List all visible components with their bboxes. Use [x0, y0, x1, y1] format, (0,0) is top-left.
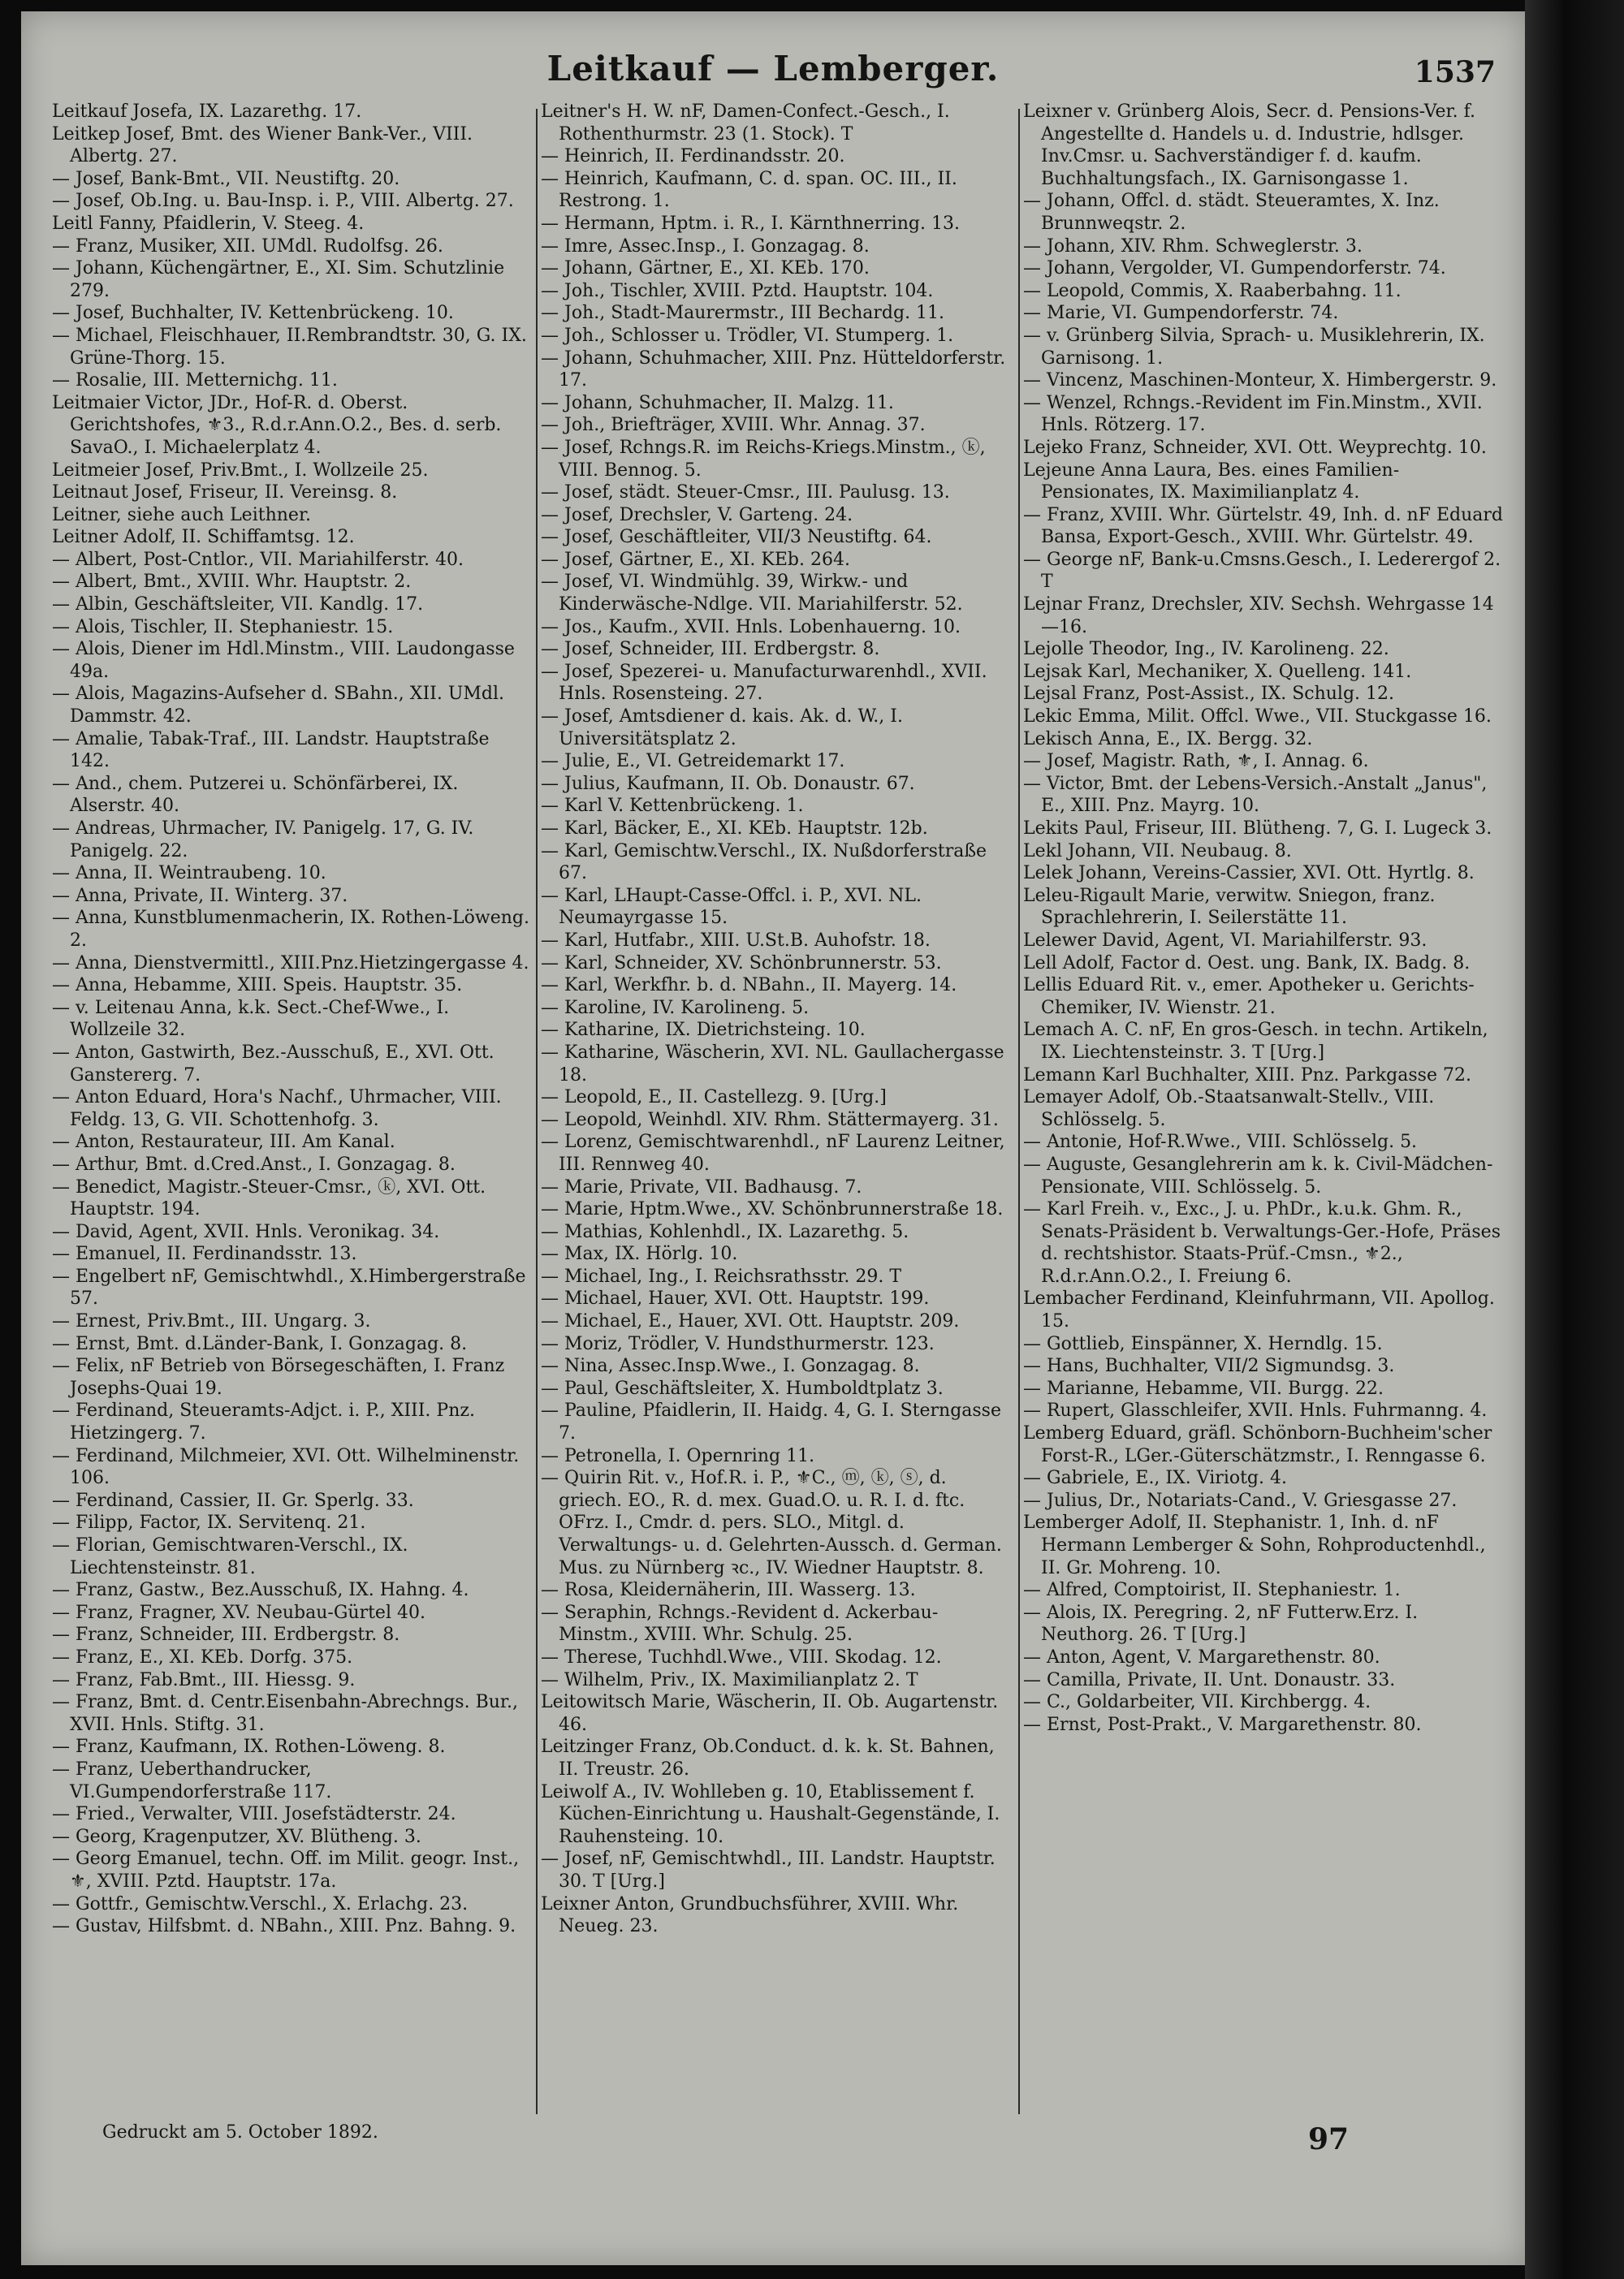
directory-entry: Leitmeier Josef, Priv.Bmt., I. Wollzeile 25. — [52, 460, 429, 481]
signature-number: 97 — [1308, 2122, 1350, 2156]
directory-entry: — Johann, Schuhmacher, II. Malzg. 11. — [541, 392, 894, 413]
directory-entry: — Ferdinand, Milchmeier, XVI. Ott. Wilhelminenstr. 106. — [52, 1445, 520, 1489]
directory-entry: — Benedict, Magistr.-Steuer-Cmsr., ⓚ, XVI. Ott. Hauptstr. 194. — [52, 1176, 486, 1220]
directory-columns — [52, 101, 1505, 2114]
directory-entry: Leitl Fanny, Pfaidlerin, V. Steeg. 4. — [52, 213, 365, 234]
column-3 — [1023, 101, 1505, 2114]
directory-entry: — Max, IX. Hörlg. 10. — [541, 1244, 738, 1265]
directory-entry: — Julie, E., VI. Getreidemarkt 17. — [541, 751, 845, 772]
directory-entry: Lekic Emma, Milit. Offcl. Wwe., VII. Stuckgasse 16. — [1023, 706, 1492, 727]
directory-entry: — Albin, Geschäftsleiter, VII. Kandlg. 17. — [52, 594, 424, 615]
directory-entry: — Franz, Gastw., Bez.Ausschuß, IX. Hahng. 4. — [52, 1580, 469, 1601]
directory-entry: — Paul, Geschäftsleiter, X. Humboldtplatz 3. — [541, 1378, 944, 1399]
directory-entry: — George nF, Bank-u.Cmsns.Gesch., I. Lederergof 2. T — [1023, 549, 1501, 593]
directory-entry: — Ferdinand, Steueramts-Adjct. i. P., XIII. Pnz. Hietzingerg. 7. — [52, 1401, 475, 1444]
directory-entry: — Josef, Ob.Ing. u. Bau-Insp. i. P., VIII. Albertg. 27. — [52, 191, 514, 212]
directory-entry: — Josef, Geschäftleiter, VII/3 Neustiftg. 64. — [541, 527, 932, 548]
directory-entry: — Alois, IX. Peregring. 2, nF Futterw.Erz. I. Neuthorg. 26. T [Urg.] — [1023, 1602, 1419, 1646]
directory-entry: — Michael, Fleischhauer, II.Rembrandtstr. 30, G. IX. Grüne-Thorg. 15. — [52, 325, 527, 369]
directory-entry: Leitner Adolf, II. Schiffamtsg. 12. — [52, 527, 355, 548]
directory-entry: Lejeko Franz, Schneider, XVI. Ott. Weyprechtg. 10. — [1023, 437, 1487, 458]
directory-entry: — Gottlieb, Einspänner, X. Herndlg. 15. — [1023, 1333, 1383, 1354]
directory-entry: — Hans, Buchhalter, VII/2 Sigmundsg. 3. — [1023, 1356, 1395, 1377]
directory-entry: — Josef, Schneider, III. Erdbergstr. 8. — [541, 639, 880, 660]
directory-entry: — Johann, Vergolder, VI. Gumpendorferstr. 74. — [1023, 258, 1446, 279]
directory-entry: Lelek Johann, Vereins-Cassier, XVI. Ott. Hyrtlg. 8. — [1023, 863, 1475, 884]
directory-entry: — Franz, Kaufmann, IX. Rothen-Löweng. 8. — [52, 1737, 446, 1758]
directory-entry: — Georg, Kragenputzer, XV. Blütheng. 3. — [52, 1826, 421, 1847]
directory-entry: — Marianne, Hebamme, VII. Burgg. 22. — [1023, 1378, 1384, 1399]
directory-entry: — Katharine, Wäscherin, XVI. NL. Gaullachergasse 18. — [541, 1042, 1004, 1086]
directory-entry: — Karoline, IV. Karolineng. 5. — [541, 997, 810, 1018]
directory-entry: — Emanuel, II. Ferdinandsstr. 13. — [52, 1244, 357, 1265]
directory-entry: — And., chem. Putzerei u. Schönfärberei, IX. Alserstr. 40. — [52, 773, 459, 817]
directory-entry: Leitner, siehe auch Leithner. — [52, 504, 312, 525]
directory-entry: — Karl, Bäcker, E., XI. KEb. Hauptstr. 12b. — [541, 818, 928, 839]
directory-entry: — Franz, Schneider, III. Erdbergstr. 8. — [52, 1625, 400, 1646]
directory-entry: — Franz, Fragner, XV. Neubau-Gürtel 40. — [52, 1602, 425, 1623]
directory-entry: — Johann, Gärtner, E., XI. KEb. 170. — [541, 258, 870, 279]
directory-entry: — Camilla, Private, II. Unt. Donaustr. 33. — [1023, 1669, 1396, 1690]
directory-entry: Leitowitsch Marie, Wäscherin, II. Ob. Augartenstr. 46. — [541, 1692, 999, 1735]
directory-entry: — Anna, Hebamme, XIII. Speis. Hauptstr. 35. — [52, 975, 463, 996]
directory-entry: — Josef, Buchhalter, IV. Kettenbrückeng. 10. — [52, 303, 454, 324]
page-title: Leitkauf — Lemberger. — [546, 49, 1000, 88]
column-1 — [52, 101, 531, 2114]
directory-entry: Leitkep Josef, Bmt. des Wiener Bank-Ver., VIII. Albertg. 27. — [52, 123, 473, 167]
directory-entry: — Andreas, Uhrmacher, IV. Panigelg. 17, G. IV. Panigelg. 22. — [52, 818, 474, 861]
directory-entry: — Karl, Werkfhr. b. d. NBahn., II. Mayerg. 14. — [541, 975, 957, 996]
directory-entry: — Marie, VI. Gumpendorferstr. 74. — [1023, 303, 1339, 324]
directory-entry: — Filipp, Factor, IX. Servitenq. 21. — [52, 1513, 366, 1534]
directory-entry: — Ernst, Post-Prakt., V. Margarethenstr. 80. — [1023, 1714, 1422, 1735]
directory-entry: — Anton, Agent, V. Margarethenstr. 80. — [1023, 1647, 1380, 1668]
directory-entry: — Ferdinand, Cassier, II. Gr. Sperlg. 33. — [52, 1490, 414, 1511]
directory-entry: — Julius, Kaufmann, II. Ob. Donaustr. 67. — [541, 773, 915, 794]
directory-entry: — Rosalie, III. Metternichg. 11. — [52, 370, 338, 391]
directory-entry: — Anna, Kunstblumenmacherin, IX. Rothen-Löweng. 2. — [52, 908, 530, 951]
directory-entry: — Katharine, IX. Dietrichsteing. 10. — [541, 1020, 866, 1041]
directory-entry: — Therese, Tuchhdl.Wwe., VIII. Skodag. 12. — [541, 1647, 942, 1668]
directory-entry: — Antonie, Hof-R.Wwe., VIII. Schlösselg. 5. — [1023, 1132, 1418, 1153]
column-divider — [536, 109, 538, 2114]
directory-entry: — Josef, Gärtner, E., XI. KEb. 264. — [541, 549, 850, 570]
directory-entry: — Karl, Gemischtw.Verschl., IX. Nußdorferstraße 67. — [541, 840, 987, 884]
directory-entry: — Josef, Magistr. Rath, ⚜, I. Annag. 6. — [1023, 751, 1369, 772]
directory-entry: — Josef, Spezerei- u. Manufacturwarenhdl., XVII. Hnls. Rosensteing. 27. — [541, 661, 987, 705]
directory-entry: — Julius, Dr., Notariats-Cand., V. Griesgasse 27. — [1023, 1490, 1458, 1511]
directory-entry: — Ernst, Bmt. d.Länder-Bank, I. Gonzagag. 8. — [52, 1333, 468, 1354]
directory-entry: Lemach A. C. nF, En gros-Gesch. in techn. Artikeln, IX. Liechtensteinstr. 3. T [Urg.] — [1023, 1020, 1488, 1063]
directory-entry: — Michael, E., Hauer, XVI. Ott. Hauptstr. 209. — [541, 1311, 960, 1332]
directory-entry: — Arthur, Bmt. d.Cred.Anst., I. Gonzagag. 8. — [52, 1154, 456, 1175]
directory-entry: — Anna, Dienstvermittl., XIII.Pnz.Hietzingergasse 4. — [52, 952, 529, 973]
directory-entry: — Johann, Offcl. d. städt. Steueramtes, X. Inz. Brunnweqstr. 2. — [1023, 191, 1440, 234]
directory-entry: — Gustav, Hilfsbmt. d. NBahn., XIII. Pnz. Bahng. 9. — [52, 1916, 516, 1937]
directory-entry: — Josef, Drechsler, V. Garteng. 24. — [541, 504, 853, 525]
directory-entry: — Josef, städt. Steuer-Cmsr., III. Paulusg. 13. — [541, 482, 950, 503]
directory-entry: — Josef, VI. Windmühlg. 39, Wirkw.- und Kinderwäsche-Ndlge. VII. Mariahilferstr. 52. — [541, 572, 963, 615]
scan-edge — [1525, 0, 1624, 2279]
directory-entry: Lemann Karl Buchhalter, XIII. Pnz. Parkgasse 72. — [1023, 1064, 1471, 1086]
directory-entry: Leitnaut Josef, Friseur, II. Vereinsg. 8. — [52, 482, 398, 503]
directory-entry: — Johann, Küchengärtner, E., XI. Sim. Schutzlinie 279. — [52, 258, 505, 301]
directory-entry: — Victor, Bmt. der Lebens-Versich.-Anstalt „Janus", E., XIII. Pnz. Mayrg. 10. — [1023, 773, 1488, 817]
directory-entry: — Marie, Hptm.Wwe., XV. Schönbrunnerstraße 18. — [541, 1199, 1004, 1220]
directory-entry: — Florian, Gemischtwaren-Verschl., IX. Liechtensteinstr. 81. — [52, 1535, 408, 1578]
directory-entry: — Franz, Ueberthandrucker, VI.Gumpendorferstraße 117. — [52, 1759, 332, 1802]
directory-entry: — Franz, XVIII. Whr. Gürtelstr. 49, Inh. d. nF Eduard Bansa, Export-Gesch., XVIII. Whr. Gürtelstr. 49. — [1023, 504, 1504, 548]
directory-entry: — Karl, Hutfabr., XIII. U.St.B. Auhofstr. 18. — [541, 930, 931, 951]
directory-entry: — Rupert, Glasschleifer, XVII. Hnls. Fuhrmanng. 4. — [1023, 1401, 1488, 1422]
directory-entry: Lellis Eduard Rit. v., emer. Apotheker u. Gerichts-Chemiker, IV. Wienstr. 21. — [1023, 975, 1475, 1018]
directory-entry: — Georg Emanuel, techn. Off. im Milit. geogr. Inst., ⚜, XVIII. Pztd. Hauptstr. 17a. — [52, 1849, 520, 1892]
directory-entry: — Leopold, Commis, X. Raaberbahng. 11. — [1023, 280, 1402, 301]
directory-entry: — Albert, Bmt., XVIII. Whr. Hauptstr. 2. — [52, 572, 412, 593]
directory-entry: — Michael, Ing., I. Reichsrathsstr. 29. T — [541, 1266, 902, 1287]
column-2 — [541, 101, 1013, 2114]
directory-entry: Lejsal Franz, Post-Assist., IX. Schulg. 12. — [1023, 684, 1395, 705]
directory-entry: — Franz, Bmt. d. Centr.Eisenbahn-Abrechngs. Bur., XVII. Hnls. Stiftg. 31. — [52, 1692, 519, 1735]
directory-entry: — Gabriele, E., IX. Viriotg. 4. — [1023, 1468, 1287, 1489]
directory-entry: — Anna, Private, II. Winterg. 37. — [52, 885, 348, 906]
directory-entry: — Franz, E., XI. KEb. Dorfg. 375. — [52, 1647, 353, 1668]
directory-entry: — Karl V. Kettenbrückeng. 1. — [541, 796, 804, 817]
directory-entry: — Josef, Amtsdiener d. kais. Ak. d. W., I. Universitätsplatz 2. — [541, 706, 903, 749]
directory-entry: — Josef, nF, Gemischtwhdl., III. Landstr. Hauptstr. 30. T [Urg.] — [541, 1849, 996, 1892]
directory-entry: — Gottfr., Gemischtw.Verschl., X. Erlachg. 23. — [52, 1893, 469, 1914]
directory-entry: — Michael, Hauer, XVI. Ott. Hauptstr. 199. — [541, 1288, 930, 1310]
directory-entry: — Anna, II. Weintraubeng. 10. — [52, 863, 326, 884]
directory-entry: — v. Grünberg Silvia, Sprach- u. Musiklehrerin, IX. Garnisong. 1. — [1023, 325, 1485, 369]
print-date: Gedruckt am 5. October 1892. — [102, 2122, 378, 2143]
directory-entry: Lejsak Karl, Mechaniker, X. Quelleng. 141. — [1023, 661, 1412, 682]
directory-entry: — Jos., Kaufm., XVII. Hnls. Lobenhauerng. 10. — [541, 616, 961, 637]
directory-entry: — Wenzel, Rchngs.-Revident im Fin.Minstm., XVII. Hnls. Rötzerg. 17. — [1023, 392, 1483, 436]
running-head — [21, 41, 1525, 97]
directory-entry: Lelewer David, Agent, VI. Mariahilferstr. 93. — [1023, 930, 1427, 951]
directory-entry: Leiwolf A., IV. Wohlleben g. 10, Etablissement f. Küchen-Einrichtung u. Haushalt-Gegenstände, I. Rauhensteing. 10. — [541, 1781, 1000, 1847]
directory-entry: — Leopold, E., II. Castellezg. 9. [Urg.] — [541, 1087, 887, 1108]
directory-entry: Lejeune Anna Laura, Bes. eines Familien-Pensionates, IX. Maximilianplatz 4. — [1023, 460, 1400, 503]
directory-entry: — Lorenz, Gemischtwarenhdl., nF Laurenz Leitner, III. Rennweg 40. — [541, 1132, 1005, 1175]
directory-page — [21, 11, 1525, 2265]
directory-entry: — Leopold, Weinhdl. XIV. Rhm. Stättermayerg. 31. — [541, 1109, 999, 1130]
directory-entry: — Pauline, Pfaidlerin, II. Haidg. 4, G. I. Sterngasse 7. — [541, 1401, 1001, 1444]
directory-entry: — Anton, Gastwirth, Bez.-Ausschuß, E., XVI. Ott. Ganstererg. 7. — [52, 1042, 495, 1086]
directory-entry: — David, Agent, XVII. Hnls. Veronikag. 34. — [52, 1221, 440, 1242]
directory-entry: Leitner's H. W. nF, Damen-Confect.-Gesch., I. Rothenthurmstr. 23 (1. Stock). T — [541, 101, 950, 145]
column-divider — [1018, 109, 1020, 2114]
directory-entry: — Ernest, Priv.Bmt., III. Ungarg. 3. — [52, 1311, 371, 1332]
directory-entry: Lemberg Eduard, gräfl. Schönborn-Buchheim'scher Forst-R., LGer.-Güterschätzmstr., I. Renngasse 6. — [1023, 1423, 1492, 1466]
directory-entry: — Joh., Tischler, XVIII. Pztd. Hauptstr. 104. — [541, 280, 934, 301]
directory-entry: — Imre, Assec.Insp., I. Gonzagag. 8. — [541, 235, 870, 257]
directory-entry: Leitkauf Josefa, IX. Lazarethg. 17. — [52, 101, 362, 122]
directory-entry: — Seraphin, Rchngs.-Revident d. Ackerbau-Minstm., XVIII. Whr. Schulg. 25. — [541, 1602, 939, 1646]
directory-entry: — Vincenz, Maschinen-Monteur, X. Himbergerstr. 9. — [1023, 370, 1497, 391]
directory-entry: — Karl, Schneider, XV. Schönbrunnerstr. 53. — [541, 952, 942, 973]
directory-entry: — Karl, LHaupt-Casse-Offcl. i. P., XVI. NL. Neumayrgasse 15. — [541, 885, 922, 929]
directory-entry: — Felix, nF Betrieb von Börsegeschäften, I. Franz Josephs-Quai 19. — [52, 1356, 505, 1399]
directory-entry: — Wilhelm, Priv., IX. Maximilianplatz 2. T — [541, 1669, 918, 1690]
directory-entry: Lemayer Adolf, Ob.-Staatsanwalt-Stellv., VIII. Schlösselg. 5. — [1023, 1087, 1435, 1130]
directory-entry: — Alfred, Comptoirist, II. Stephaniestr. 1. — [1023, 1580, 1401, 1601]
directory-entry: Lejolle Theodor, Ing., IV. Karolineng. 22. — [1023, 639, 1389, 660]
directory-entry: — Franz, Musiker, XII. UMdl. Rudolfsg. 26. — [52, 235, 443, 257]
directory-entry: — Heinrich, II. Ferdinandsstr. 20. — [541, 146, 845, 167]
directory-entry: — Nina, Assec.Insp.Wwe., I. Gonzagag. 8. — [541, 1356, 920, 1377]
directory-entry: Lell Adolf, Factor d. Oest. ung. Bank, IX. Badg. 8. — [1023, 952, 1471, 973]
directory-entry: — Marie, Private, VII. Badhausg. 7. — [541, 1176, 862, 1198]
directory-entry: — Mathias, Kohlenhdl., IX. Lazarethg. 5. — [541, 1221, 909, 1242]
directory-entry: — Anton Eduard, Hora's Nachf., Uhrmacher, VIII. Feldg. 13, G. VII. Schottenhofg. 3. — [52, 1087, 502, 1130]
directory-entry: — C., Goldarbeiter, VII. Kirchbergg. 4. — [1023, 1692, 1371, 1713]
directory-entry: Leixner Anton, Grundbuchsführer, XVIII. Whr. Neueg. 23. — [541, 1893, 959, 1937]
directory-entry: — Hermann, Hptm. i. R., I. Kärnthnerring. 13. — [541, 213, 960, 234]
directory-entry: — Josef, Rchngs.R. im Reichs-Kriegs.Minstm., ⓚ, VIII. Bennog. 5. — [541, 437, 986, 481]
directory-entry: — Alois, Tischler, II. Stephaniestr. 15. — [52, 616, 394, 637]
directory-entry: — Anton, Restaurateur, III. Am Kanal. — [52, 1132, 395, 1153]
directory-entry: — Karl Freih. v., Exc., J. u. PhDr., k.u.k. Ghm. R., Senats-Präsident b. Verwaltungs-Ger.-Hofe, Präses d. rechtshistor. Staats-Prüf.-Cmsn., ⚜2., R.d.r.Ann.O.2., I. Freiung 6. — [1023, 1199, 1501, 1287]
directory-entry: Lekisch Anna, E., IX. Bergg. 32. — [1023, 728, 1313, 749]
directory-entry: — Moriz, Trödler, V. Hundsthurmerstr. 123. — [541, 1333, 935, 1354]
directory-entry: Lejnar Franz, Drechsler, XIV. Sechsh. Wehrgasse 14—16. — [1023, 594, 1494, 637]
directory-entry: — Joh., Schlosser u. Trödler, VI. Stumperg. 1. — [541, 325, 954, 346]
directory-entry: — Amalie, Tabak-Traf., III. Landstr. Hauptstraße 142. — [52, 728, 490, 772]
directory-entry: — Rosa, Kleidernäherin, III. Wasserg. 13. — [541, 1580, 916, 1601]
directory-entry: Leitmaier Victor, JDr., Hof-R. d. Oberst. Gerichtshofes, ⚜3., R.d.r.Ann.O.2., Bes. d. serb. SavaO., I. Michaelerplatz 4. — [52, 392, 502, 458]
directory-entry: — Franz, Fab.Bmt., III. Hiessg. 9. — [52, 1669, 356, 1690]
directory-entry: — Johann, Schuhmacher, XIII. Pnz. Hütteldorferstr. 17. — [541, 347, 1006, 391]
directory-entry: Lemberger Adolf, II. Stephanistr. 1, Inh. d. nF Hermann Lemberger & Sohn, Rohproductenhdl., II. Gr. Mohreng. 10. — [1023, 1513, 1486, 1578]
directory-entry: — v. Leitenau Anna, k.k. Sect.-Chef-Wwe., I. Wollzeile 32. — [52, 997, 450, 1041]
directory-entry: — Joh., Briefträger, XVIII. Whr. Annag. 37. — [541, 415, 926, 436]
directory-entry: — Johann, XIV. Rhm. Schweglerstr. 3. — [1023, 235, 1363, 257]
directory-entry: — Auguste, Gesanglehrerin am k. k. Civil-Mädchen-Pensionate, VIII. Schlösselg. 5. — [1023, 1154, 1493, 1198]
directory-entry: Lembacher Ferdinand, Kleinfuhrmann, VII. Apollog. 15. — [1023, 1288, 1495, 1332]
directory-entry: Leitzinger Franz, Ob.Conduct. d. k. k. St. Bahnen, II. Treustr. 26. — [541, 1737, 995, 1780]
directory-entry: — Alois, Diener im Hdl.Minstm., VIII. Laudongasse 49a. — [52, 639, 515, 682]
directory-entry: — Quirin Rit. v., Hof.R. i. P., ⚜C., ⓜ, ⓚ, ⓢ, d. griech. EO., R. d. mex. Guad.O. u. R. I. d. ftc. OFrz. I., Cmdr. d. pers. SLO., Mitgl. d. Verwaltungs- u. d. Gelehrten-Aussch. d. German. Mus. zu Nürnberg ꝛc., IV. Wiedner Hauptstr. 8. — [541, 1468, 1002, 1578]
directory-entry: — Petronella, I. Opernring 11. — [541, 1445, 815, 1466]
page-number: 1537 — [1414, 55, 1496, 89]
directory-entry: — Albert, Post-Cntlor., VII. Mariahilferstr. 40. — [52, 549, 464, 570]
directory-entry: Lekl Johann, VII. Neubaug. 8. — [1023, 840, 1292, 861]
directory-entry: — Fried., Verwalter, VIII. Josefstädterstr. 24. — [52, 1804, 456, 1825]
directory-entry: Leleu-Rigault Marie, verwitw. Sniegon, franz. Sprachlehrerin, I. Seilerstätte 11. — [1023, 885, 1436, 929]
directory-entry: — Engelbert nF, Gemischtwhdl., X.Himbergerstraße 57. — [52, 1266, 526, 1310]
directory-entry: Leixner v. Grünberg Alois, Secr. d. Pensions-Ver. f. Angestellte d. Handels u. d. Industrie, hdlsger. Inv.Cmsr. u. Sachverständiger f. d. kaufm. Buchhaltungsfach., IX. Garnisongasse 1. — [1023, 101, 1475, 189]
directory-entry: — Alois, Magazins-Aufseher d. SBahn., XII. UMdl. Dammstr. 42. — [52, 684, 504, 727]
directory-entry: — Josef, Bank-Bmt., VII. Neustiftg. 20. — [52, 168, 400, 189]
directory-entry: Lekits Paul, Friseur, III. Blütheng. 7, G. I. Lugeck 3. — [1023, 818, 1492, 839]
directory-entry: — Heinrich, Kaufmann, C. d. span. OC. III., II. Restrong. 1. — [541, 168, 957, 212]
directory-entry: — Joh., Stadt-Maurermstr., III Bechardg. 11. — [541, 303, 945, 324]
